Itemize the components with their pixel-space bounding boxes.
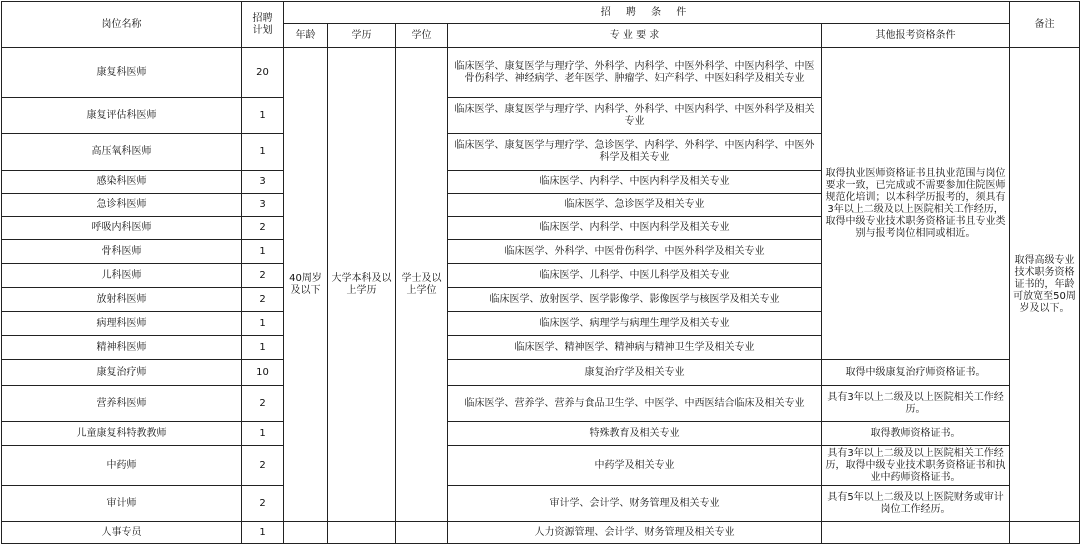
recruit-count: 2 <box>242 217 284 240</box>
header-degree: 学位 <box>396 24 448 48</box>
table-row <box>2 48 1080 98</box>
other-requirement: 取得中级康复治疗师资格证书。 <box>822 360 1010 386</box>
header-education: 学历 <box>328 24 396 48</box>
major-requirement: 临床医学、内科学、中医内科学及相关专业 <box>448 217 822 240</box>
position-name: 康复科医师 <box>2 48 242 98</box>
other-requirement: 具有3年以上二级及以上医院相关工作经历，取得中级专业技术职务资格证书和执业中药师资格证书。 <box>822 446 1010 486</box>
header-position-name: 岗位名称 <box>2 2 242 48</box>
position-name: 人事专员 <box>2 522 242 544</box>
major-requirement: 临床医学、康复医学与理疗学、外科学、内科学、中医外科学、中医内科学、中医骨伤科学、神经病学、老年医学、肿瘤学、妇产科学、中医妇科学及相关专业 <box>448 48 822 98</box>
position-name: 营养科医师 <box>2 386 242 422</box>
position-name: 放射科医师 <box>2 288 242 312</box>
major-requirement: 临床医学、外科学、中医骨伤科学、中医外科学及相关专业 <box>448 240 822 264</box>
position-name: 康复评估科医师 <box>2 98 242 134</box>
major-requirement: 特殊教育及相关专业 <box>448 422 822 446</box>
position-name: 儿童康复科特教教师 <box>2 422 242 446</box>
recruit-count: 1 <box>242 312 284 336</box>
degree-cell-empty <box>396 522 448 544</box>
recruit-count: 2 <box>242 446 284 486</box>
header-age: 年龄 <box>284 24 328 48</box>
major-requirement: 临床医学、急诊医学及相关专业 <box>448 194 822 217</box>
major-requirement: 审计学、会计学、财务管理及相关专业 <box>448 486 822 522</box>
major-requirement: 临床医学、病理学与病理生理学及相关专业 <box>448 312 822 336</box>
table-row <box>2 422 1080 446</box>
position-name: 呼吸内科医师 <box>2 217 242 240</box>
other-requirement <box>822 522 1010 544</box>
recruit-count: 10 <box>242 360 284 386</box>
header-other-requirements: 其他报考资格条件 <box>822 24 1010 48</box>
header-remarks: 备注 <box>1010 2 1080 48</box>
recruit-count: 2 <box>242 288 284 312</box>
major-requirement: 临床医学、儿科学、中医儿科学及相关专业 <box>448 264 822 288</box>
major-requirement: 临床医学、营养学、营养与食品卫生学、中医学、中西医结合临床及相关专业 <box>448 386 822 422</box>
major-requirement: 中药学及相关专业 <box>448 446 822 486</box>
recruit-count: 2 <box>242 486 284 522</box>
major-requirement: 临床医学、康复医学与理疗学、急诊医学、内科学、外科学、中医内科学、中医外科学及相关专业 <box>448 134 822 171</box>
position-name: 康复治疗师 <box>2 360 242 386</box>
header-conditions: 招 聘 条 件 <box>284 2 1010 24</box>
recruit-count: 1 <box>242 336 284 360</box>
recruit-count: 1 <box>242 98 284 134</box>
major-requirement: 人力资源管理、会计学、财务管理及相关专业 <box>448 522 822 544</box>
major-requirement: 康复治疗学及相关专业 <box>448 360 822 386</box>
recruit-count: 2 <box>242 386 284 422</box>
major-requirement: 临床医学、康复医学与理疗学、内科学、外科学、中医内科学、中医外科学及相关专业 <box>448 98 822 134</box>
header-recruit-plan: 招聘 计划 <box>242 2 284 48</box>
remarks-note: 取得高级专业技术职务资格证书的，年龄可放宽至50周岁及以下。 <box>1010 48 1080 522</box>
education-requirement: 大学本科及以上学历 <box>328 48 396 522</box>
physician-qualification-requirement: 取得执业医师资格证书且执业范围与岗位要求一致，已完成或不需要参加住院医师规范化培训；以本科学历报考的，须具有3年以上二级及以上医院相关工作经历，取得中级专业技术职务资格证书且专业类别与报考岗位相同或相近。 <box>822 48 1010 360</box>
other-requirement: 具有3年以上二级及以上医院相关工作经历。 <box>822 386 1010 422</box>
degree-requirement: 学士及以上学位 <box>396 48 448 522</box>
recruit-count: 3 <box>242 194 284 217</box>
position-name: 感染科医师 <box>2 171 242 194</box>
position-name: 骨科医师 <box>2 240 242 264</box>
age-requirement: 40周岁及以下 <box>284 48 328 522</box>
header-major-requirement: 专 业 要 求 <box>448 24 822 48</box>
remarks-cell-empty <box>1010 522 1080 544</box>
major-requirement: 临床医学、放射医学、医学影像学、影像医学与核医学及相关专业 <box>448 288 822 312</box>
position-name: 急诊科医师 <box>2 194 242 217</box>
table-row <box>2 522 1080 544</box>
table-row <box>2 386 1080 422</box>
table-row <box>2 360 1080 386</box>
recruit-count: 3 <box>242 171 284 194</box>
table-row <box>2 446 1080 486</box>
recruit-count: 20 <box>242 48 284 98</box>
major-requirement: 临床医学、内科学、中医内科学及相关专业 <box>448 171 822 194</box>
table-row <box>2 486 1080 522</box>
education-cell-empty <box>328 522 396 544</box>
recruitment-table <box>1 1 1080 544</box>
recruit-count: 1 <box>242 522 284 544</box>
major-requirement: 临床医学、精神医学、精神病与精神卫生学及相关专业 <box>448 336 822 360</box>
recruit-count: 2 <box>242 264 284 288</box>
recruit-count: 1 <box>242 240 284 264</box>
recruit-count: 1 <box>242 422 284 446</box>
other-requirement: 取得教师资格证书。 <box>822 422 1010 446</box>
position-name: 高压氧科医师 <box>2 134 242 171</box>
recruit-count: 1 <box>242 134 284 171</box>
position-name: 审计师 <box>2 486 242 522</box>
position-name: 中药师 <box>2 446 242 486</box>
age-cell-empty <box>284 522 328 544</box>
position-name: 病理科医师 <box>2 312 242 336</box>
other-requirement: 具有5年以上二级及以上医院财务或审计岗位工作经历。 <box>822 486 1010 522</box>
position-name: 精神科医师 <box>2 336 242 360</box>
position-name: 儿科医师 <box>2 264 242 288</box>
